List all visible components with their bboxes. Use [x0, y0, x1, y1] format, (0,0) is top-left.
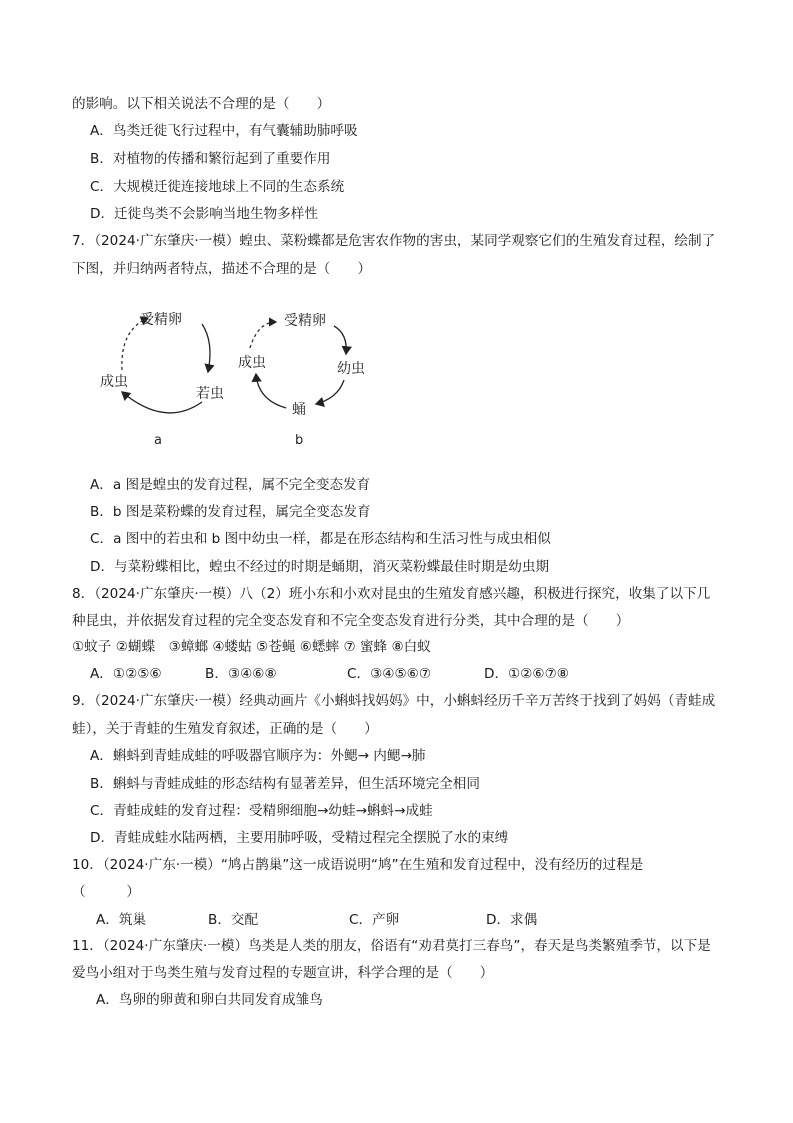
q10-stem-line2: （ ）	[72, 884, 140, 900]
diagram-b-adult-label: 成虫	[238, 355, 266, 371]
diagram-a	[100, 311, 224, 448]
q10-option-a[interactable]: A．筑巢	[96, 912, 147, 928]
q11-stem-line2: 爱鸟小组对于鸟类生殖与发育过程的专题宣讲，科学合理的是（ ）	[72, 965, 494, 981]
diagram-b-caption: b	[295, 433, 304, 448]
q9-option-b[interactable]: B．蝌蚪与青蛙成蛙的形态结构有显著差异，但生活环境完全相同	[90, 776, 480, 792]
arrow-egg-to-nymph	[202, 324, 210, 372]
q6-option-d[interactable]: D．迁徙鸟类不会影响当地生物多样性	[90, 206, 318, 222]
q10-option-c[interactable]: C．产卵	[349, 912, 400, 928]
q9-option-a[interactable]: A．蝌蚪到青蛙成蛙的呼吸器官顺序为：外鳃→ 内鳃→肺	[90, 748, 426, 764]
q11-option-a[interactable]: A．鸟卵的卵黄和卵白共同发育成雏鸟	[96, 992, 323, 1008]
q8-option-d[interactable]: D．①②⑥⑦⑧	[484, 666, 569, 682]
arrow-pupa-to-adult	[256, 374, 286, 408]
q9-option-c[interactable]: C．青蛙成蛙的发育过程：受精卵细胞→幼蛙→蝌蚪→成蛙	[90, 803, 433, 819]
q8-insect-list: ①蚊子 ②蝴蝶 ③蟑螂 ④蝼蛄 ⑤苍蝇 ⑥蟋蟀 ⑦ 蜜蜂 ⑧白蚁	[72, 639, 431, 655]
q7-stem-line1: 7．（2024·广东肇庆·一模）蝗虫、菜粉蝶都是危害农作物的害虫，某同学观察它们的生殖发育过程，绘制了	[72, 233, 716, 249]
q10-stem-line1: 10．（2024·广东·一模）“鸠占鹊巢”这一成语说明“鸠”在生殖和发育过程中，没有经历的过程是	[72, 857, 644, 873]
q8-stem-line1: 8．（2024·广东肇庆·一模）八（2）班小东和小欢对昆虫的生殖发育感兴趣，积极进行探究，收集了以下几	[72, 586, 711, 602]
diagram-a-caption: a	[154, 433, 162, 448]
q6-stem: 的影响。以下相关说法不合理的是（ ）	[72, 96, 331, 112]
arrow-adult-to-egg-b	[250, 322, 276, 348]
diagram-b-egg-label: 受精卵	[284, 313, 326, 329]
q8-option-b[interactable]: B．③④⑥⑧	[205, 666, 277, 682]
q9-stem-line2: 蛙），关于青蛙的生殖发育叙述，正确的是（ ）	[72, 721, 378, 737]
q10-option-b[interactable]: B．交配	[208, 912, 259, 928]
diagram-b-pupa-label: 蛹	[292, 402, 306, 418]
q8-option-c[interactable]: C．③④⑤⑥⑦	[347, 666, 432, 682]
diagram-b-larva-label: 幼虫	[337, 361, 365, 377]
arrow-nymph-to-adult	[122, 392, 202, 413]
arrow-larva-to-pupa	[316, 380, 344, 404]
diagram-a-adult-label: 成虫	[100, 374, 128, 390]
arrow-egg-to-larva	[334, 326, 346, 354]
q8-stem-line2: 种昆虫，并依据发育过程的完全变态发育和不完全变态发育进行分类，其中合理的是（ ）	[72, 613, 630, 629]
diagram-a-nymph-label: 若虫	[196, 386, 224, 402]
q7-option-b[interactable]: B．b 图是菜粉蝶的发育过程，属完全变态发育	[90, 504, 371, 520]
q7-stem-line2: 下图，并归纳两者特点，描述不合理的是（ ）	[72, 261, 372, 277]
q9-stem-line1: 9．（2024·广东肇庆·一模）经典动画片《小蝌蚪找妈妈》中，小蝌蚪经历千辛万苦终于找到了妈妈（青蛙成	[72, 693, 716, 709]
q6-option-a[interactable]: A．鸟类迁徙飞行过程中，有气囊辅助肺呼吸	[90, 123, 358, 139]
diagram-b	[238, 312, 365, 448]
diagram-a-egg-label: 受精卵	[140, 312, 182, 328]
q7-life-cycle-diagram	[90, 300, 390, 455]
q6-option-c[interactable]: C．大规模迁徙连接地球上不同的生态系统	[90, 179, 345, 195]
q9-option-d[interactable]: D．青蛙成蛙水陆两栖，主要用肺呼吸，受精过程完全摆脱了水的束缚	[90, 830, 509, 846]
q6-option-b[interactable]: B．对植物的传播和繁衍起到了重要作用	[90, 151, 331, 167]
q7-option-d[interactable]: D．与菜粉蝶相比，蝗虫不经过的时期是蛹期，消灭菜粉蝶最佳时期是幼虫期	[90, 559, 550, 575]
q7-option-c[interactable]: C．a 图中的若虫和 b 图中幼虫一样，都是在形态结构和生活习性与成虫相似	[90, 531, 551, 547]
q7-option-a[interactable]: A．a 图是蝗虫的发育过程，属不完全变态发育	[90, 477, 371, 493]
q10-option-d[interactable]: D．求偶	[486, 912, 538, 928]
q8-option-a[interactable]: A．①②⑤⑥	[90, 666, 162, 682]
q11-stem-line1: 11．（2024·广东肇庆·一模）鸟类是人类的朋友，俗语有“劝君莫打三春鸟”，春天是鸟类繁殖季节，以下是	[72, 938, 711, 954]
